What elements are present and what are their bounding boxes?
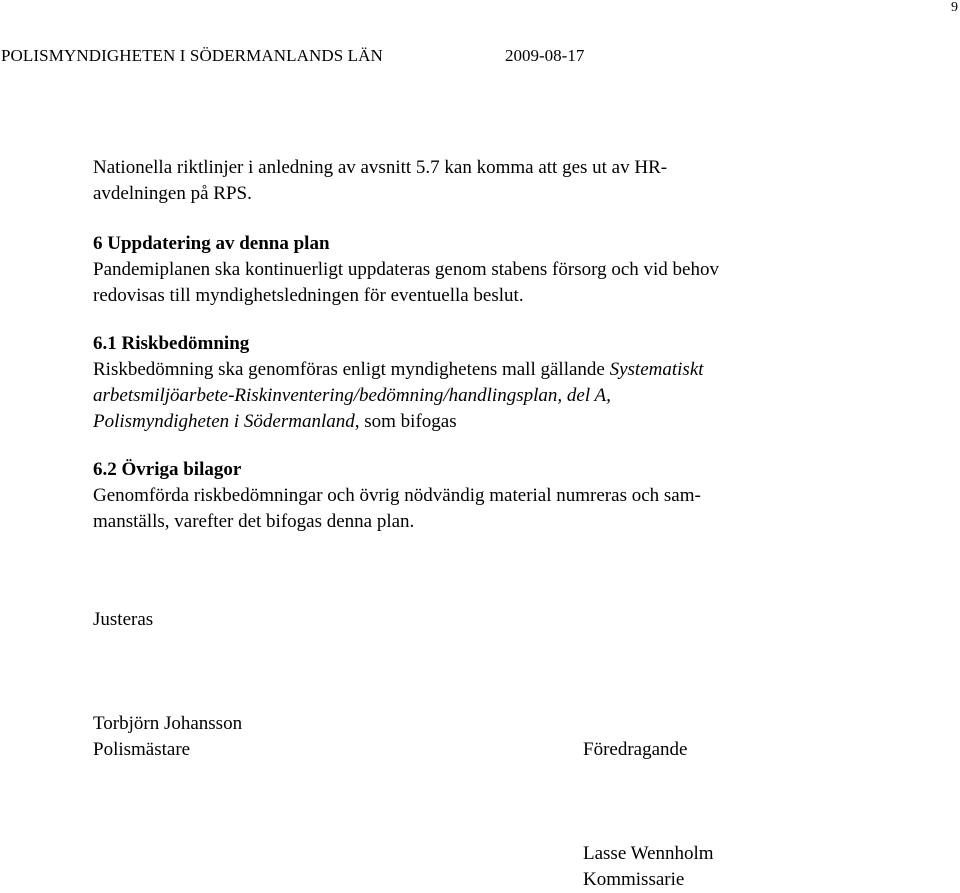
section-6-2-line-1: Genomförda riskbedömningar och övrig nödvändig material numreras och sam- <box>93 485 701 506</box>
section-6-line-2: redovisas till myndighetsledningen för eventuella beslut. <box>93 285 524 306</box>
signer-2-name: Lasse Wennholm <box>583 843 714 864</box>
signer-2-title: Kommissarie <box>583 869 685 890</box>
section-6-2-heading: 6.2 Övriga bilagor <box>93 459 242 480</box>
intro-line-1: Nationella riktlinjer i anledning av avsnitt 5.7 kan komma att ges ut av HR- <box>93 157 668 178</box>
header-date: 2009-08-17 <box>505 46 585 65</box>
section-6-1-line-1-text: Riskbedömning ska genomföras enligt myndighetens mall gällande <box>93 359 610 380</box>
section-6-1-line-1 <box>93 357 704 383</box>
page-number: 9 <box>951 0 958 15</box>
section-6-line-1: Pandemiplanen ska kontinuerligt uppdateras genom stabens försorg och vid behov <box>93 259 719 280</box>
document-title-part-2: arbetsmiljöarbete-Riskinventering/bedömning/handlingsplan, del A, <box>93 385 611 406</box>
approval-label: Justeras <box>93 609 154 630</box>
presenter-label: Föredragande <box>583 739 688 760</box>
document-title-part-3: Polismyndigheten i Södermanland <box>93 411 355 432</box>
signer-1-title: Polismästare <box>93 739 191 760</box>
section-6-1-line-3-text: , som bifogas <box>354 411 457 432</box>
section-6-heading: 6 Uppdatering av denna plan <box>93 233 330 254</box>
section-6-1-line-3 <box>93 409 457 435</box>
signer-1-name: Torbjörn Johansson <box>93 713 243 734</box>
section-6-1-heading: 6.1 Riskbedömning <box>93 333 250 354</box>
header-organization: POLISMYNDIGHETEN I SÖDERMANLANDS LÄN <box>1 46 383 65</box>
section-6-2-line-2: manställs, varefter det bifogas denna plan. <box>93 511 415 532</box>
intro-line-2: avdelningen på RPS. <box>93 183 252 204</box>
document-title-part-1: Systematiskt <box>609 359 704 380</box>
